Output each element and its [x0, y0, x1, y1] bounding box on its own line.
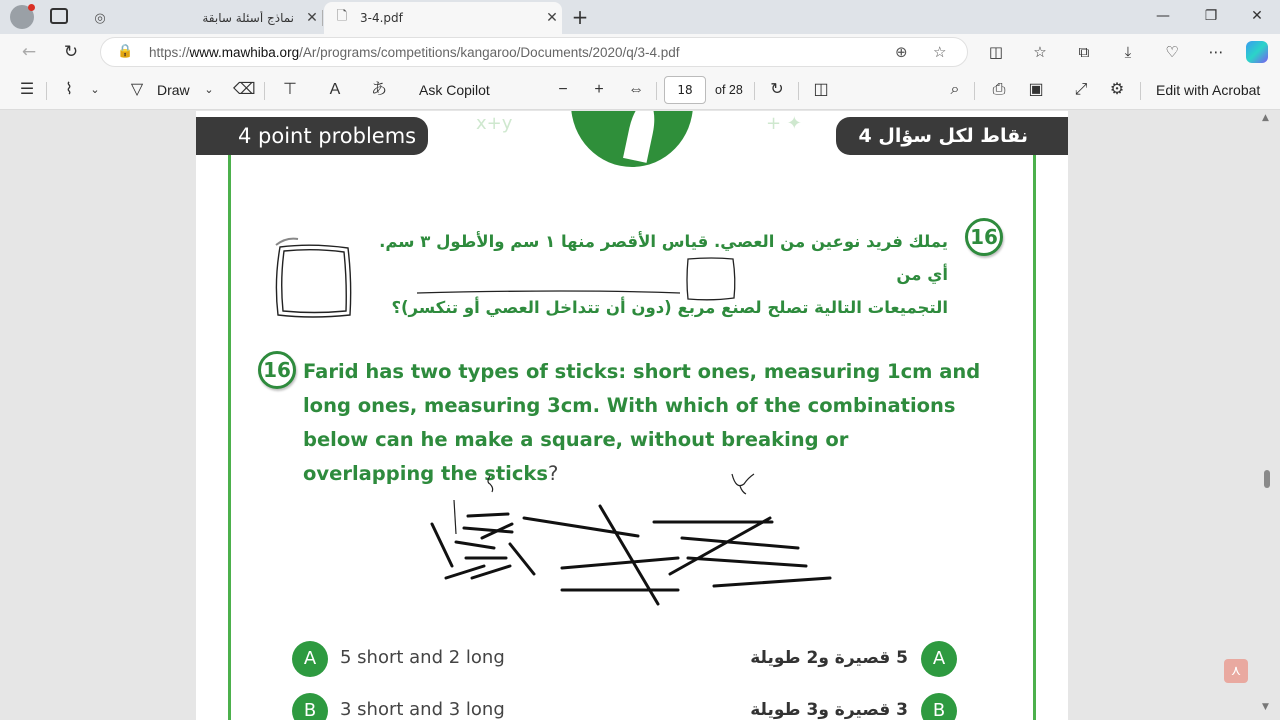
contents-icon[interactable]: ☰	[19, 81, 35, 98]
question-number-ar: 16	[965, 218, 1003, 256]
chevron-down-icon[interactable]: ⌄	[90, 84, 100, 96]
favorites-icon[interactable]: ☆	[1033, 43, 1047, 61]
header-en: 4 point problems	[196, 117, 428, 155]
text-box-icon[interactable]: ⊤	[283, 81, 297, 98]
collections-icon[interactable]: ⧉	[1078, 43, 1090, 61]
pdf-toolbar	[0, 70, 1280, 110]
draw-icon[interactable]: ▽	[130, 81, 144, 98]
favorite-star-icon[interactable]: ☆	[933, 43, 947, 61]
browser-essentials-icon[interactable]: ♡	[1165, 43, 1179, 61]
vertical-scrollbar[interactable]	[1260, 111, 1274, 720]
zoom-in-icon[interactable]: +	[594, 81, 604, 98]
option-a-circle-ar[interactable]: A	[921, 641, 957, 677]
zoom-out-icon[interactable]: −	[558, 81, 568, 98]
option-b-ar: 3 قصيرة و3 طويلة	[750, 700, 908, 720]
navigation-bar	[0, 34, 1280, 70]
toolbar-divider	[656, 82, 657, 100]
downloads-icon[interactable]: ⤓	[1124, 43, 1132, 61]
tab-pdf[interactable]	[324, 2, 562, 34]
eraser-icon[interactable]: ⌫	[233, 81, 256, 98]
document-icon: 🗋	[336, 9, 348, 24]
minimize-button[interactable]: —	[1156, 8, 1170, 24]
header-ar: 4 نقاط لكل سؤال	[836, 117, 1068, 155]
toolbar-divider	[264, 82, 265, 100]
copilot-icon[interactable]	[1246, 41, 1268, 63]
translate-icon[interactable]: あ	[370, 81, 387, 98]
scrollbar-thumb[interactable]	[1264, 470, 1270, 488]
option-a-en: 5 short and 2 long	[340, 647, 505, 668]
ask-copilot-button[interactable]: Ask Copilot	[419, 82, 490, 98]
tab-previous-questions[interactable]	[82, 4, 322, 32]
scroll-down-arrow-icon[interactable]: ▼	[1262, 702, 1269, 712]
profile-avatar[interactable]	[10, 5, 34, 29]
tab-title: 3-4.pdf	[360, 11, 403, 25]
pdf-page	[196, 111, 1068, 720]
question-sentence: Farid has two types of sticks: short ones, measuring 1cm and long ones, measuring 3cm. With which of the combinations below can he make a square, without breaking or overlapping the sticks	[303, 360, 981, 485]
tab-strip	[0, 0, 1280, 34]
option-b-en: 3 short and 3 long	[340, 699, 505, 720]
option-b-circle-ar[interactable]: B	[921, 693, 957, 720]
search-icon[interactable]: ⌕	[950, 81, 960, 98]
new-tab-button[interactable]: +	[571, 5, 589, 29]
question-line: يملك فريد نوعين من العصي. قياس الأقصر منها ١ سم والأطول ٣ سم. أي من	[379, 232, 948, 284]
toolbar-divider	[974, 82, 975, 100]
kangaroo-logo	[571, 111, 693, 167]
tab-separator	[322, 10, 323, 26]
math-decoration: + ✦	[766, 113, 802, 134]
handwritten-annotation	[272, 231, 842, 321]
save-icon[interactable]: ▣	[1028, 81, 1044, 98]
address-bar[interactable]	[100, 37, 968, 67]
toolbar-divider	[46, 82, 47, 100]
scroll-up-arrow-icon[interactable]: ▲	[1262, 113, 1269, 123]
toolbar-divider	[754, 82, 755, 100]
refresh-button[interactable]: ↻	[63, 42, 79, 62]
fit-to-width-icon[interactable]: ⇔	[628, 81, 644, 98]
option-a-ar: 5 قصيرة و2 طويلة	[750, 648, 908, 668]
tab-actions-icon[interactable]	[50, 8, 68, 24]
question-line: التجميعات التالية تصلح لصنع مربع (دون أن تتداخل العصي أو تنكسر)؟	[391, 298, 948, 317]
back-button[interactable]: ←	[21, 42, 37, 62]
close-window-button[interactable]: ✕	[1251, 8, 1263, 24]
green-border-right	[1033, 155, 1036, 720]
site-favicon-icon: ◎	[94, 10, 106, 26]
restore-button[interactable]: ❐	[1204, 8, 1218, 24]
edit-with-acrobat-button[interactable]: Edit with Acrobat	[1156, 82, 1261, 98]
more-menu-icon[interactable]: ⋯	[1208, 43, 1224, 61]
option-b-circle[interactable]: B	[292, 693, 328, 720]
page-view-icon[interactable]: ◫	[813, 81, 829, 98]
close-tab-icon[interactable]: ✕	[306, 10, 318, 26]
question-mark: ?	[548, 462, 559, 485]
read-aloud-icon[interactable]: A	[329, 81, 341, 98]
page-total: of 28	[715, 83, 743, 97]
lock-icon[interactable]: 🔒	[117, 44, 134, 59]
close-tab-icon[interactable]: ✕	[546, 10, 558, 26]
green-border-left	[228, 155, 231, 720]
option-a-circle[interactable]: A	[292, 641, 328, 677]
highlight-icon[interactable]: ⌇	[65, 81, 73, 98]
tab-title: نماذج أسئلة سابقة	[202, 11, 294, 25]
math-decoration: x+y	[476, 113, 513, 134]
zoom-icon[interactable]: ⊕	[895, 43, 908, 61]
sticks-illustration	[426, 466, 846, 616]
toolbar-divider	[1140, 82, 1141, 100]
fullscreen-icon[interactable]: ⤢	[1074, 81, 1088, 98]
page-number-input[interactable]: 18	[664, 76, 706, 104]
draw-button[interactable]: Draw	[157, 82, 190, 98]
split-screen-icon[interactable]: ◫	[988, 43, 1004, 61]
acrobat-icon[interactable]: ⋏	[1224, 659, 1248, 683]
print-icon[interactable]: ⎙	[992, 81, 1006, 98]
question-number-en: 16	[258, 351, 296, 389]
chevron-down-icon[interactable]: ⌄	[204, 84, 214, 96]
url-text: https://www.mawhiba.org/Ar/programs/competitions/kangaroo/Documents/2020/q/3-4.pdf	[149, 45, 680, 60]
settings-gear-icon[interactable]: ⚙	[1109, 81, 1125, 98]
toolbar-divider	[798, 82, 799, 100]
rotate-icon[interactable]: ↻	[770, 81, 784, 98]
